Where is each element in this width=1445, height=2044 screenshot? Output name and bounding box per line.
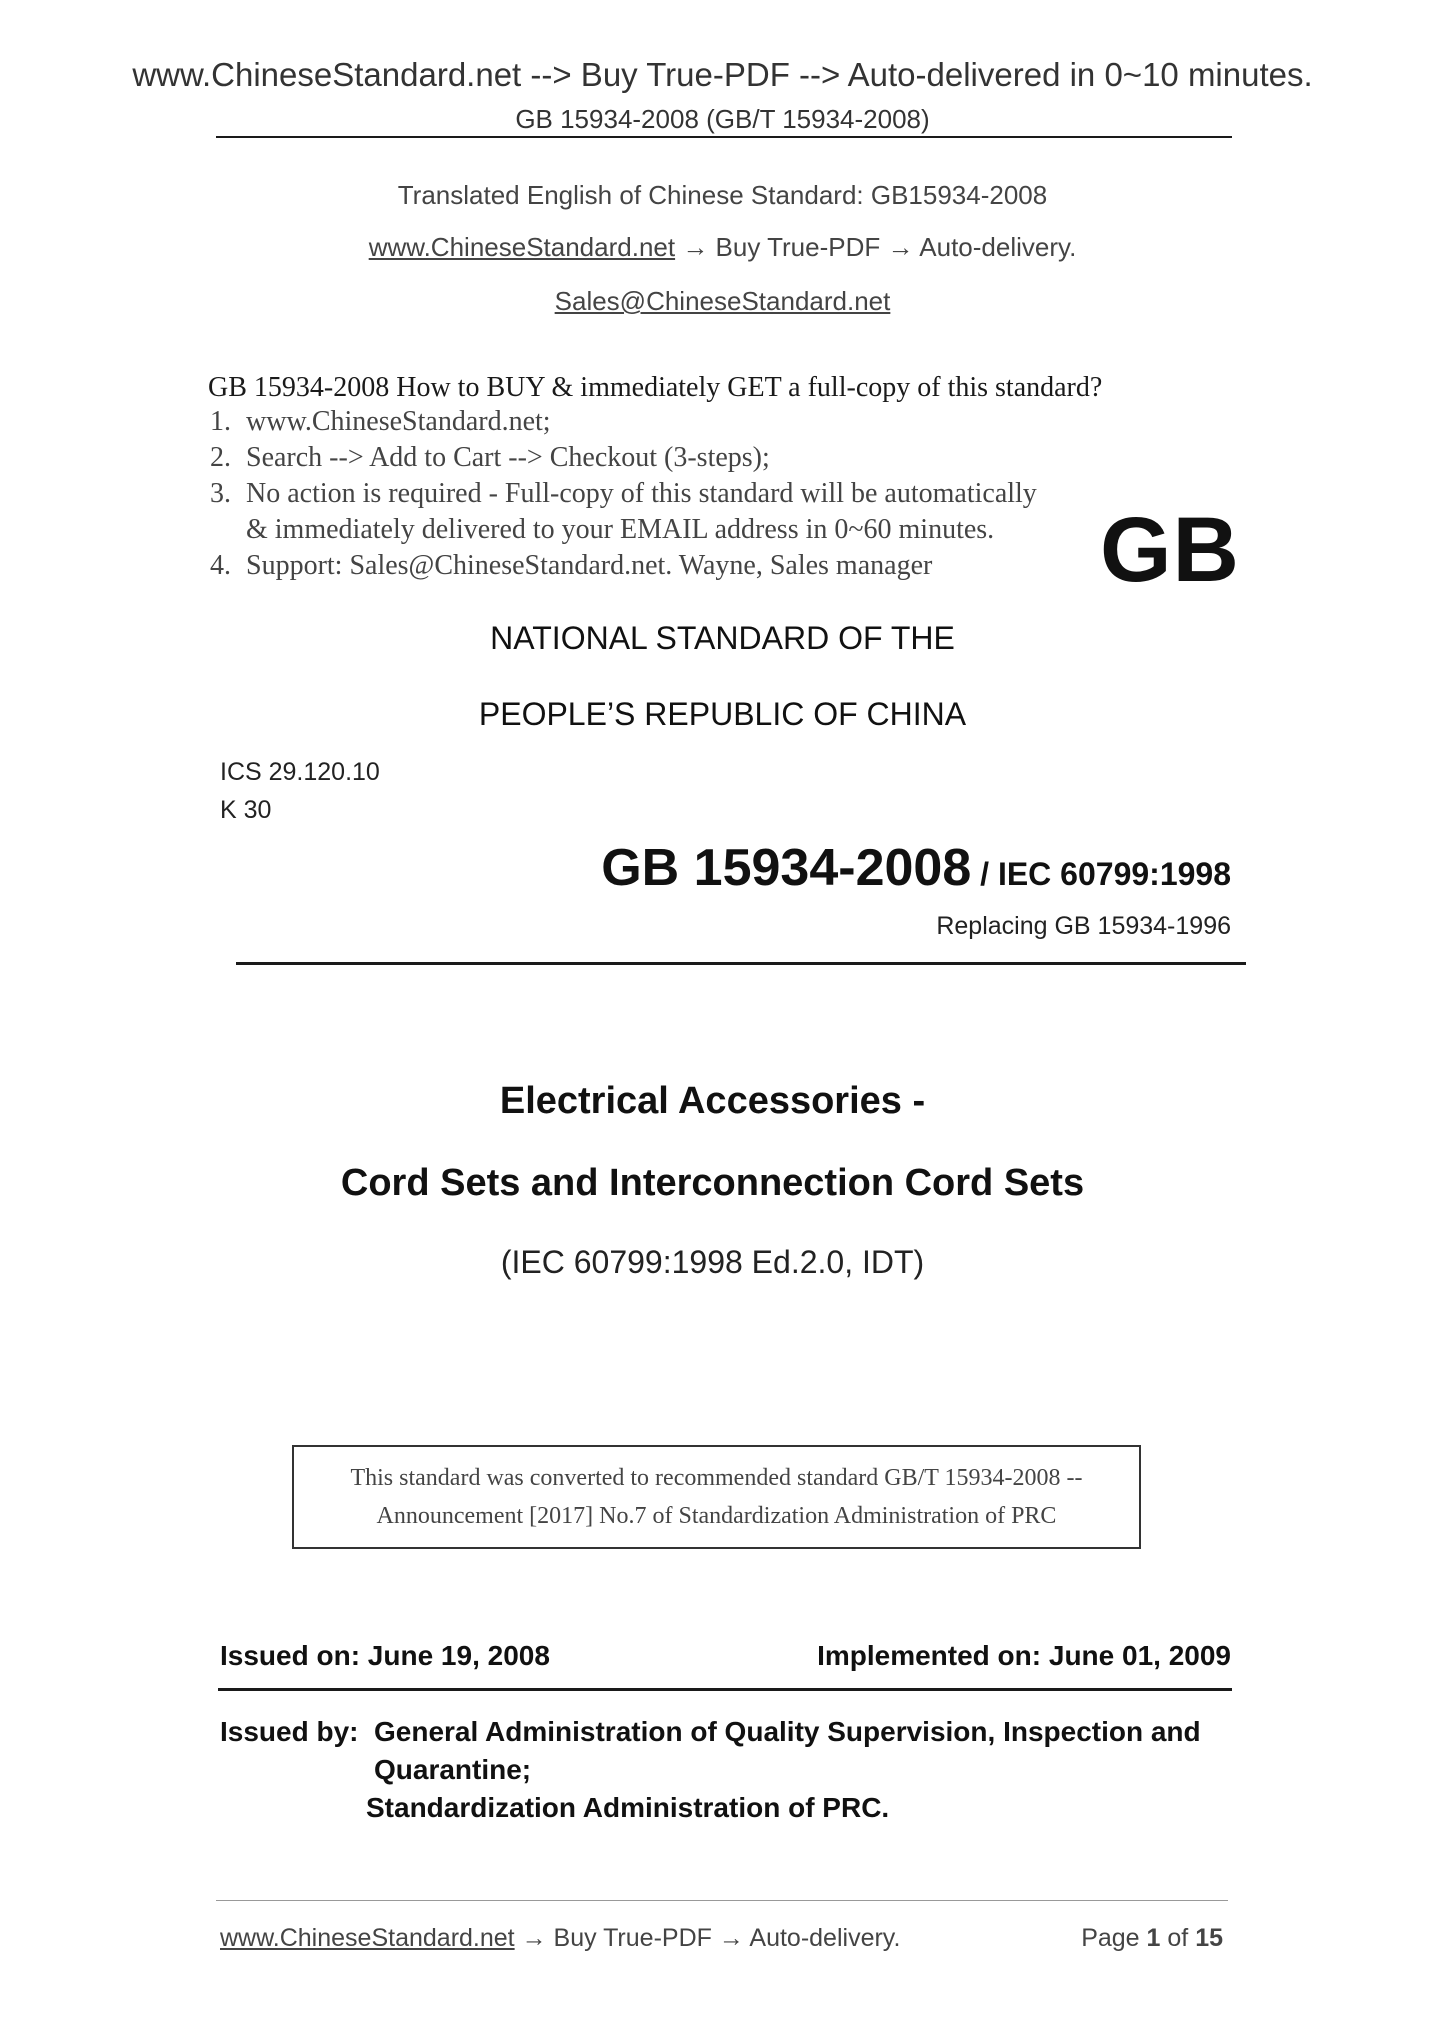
notice-line1: This standard was converted to recommended standard GB/T 15934-2008 -- — [350, 1465, 1083, 1491]
header-rule — [216, 136, 1232, 138]
page-total: 15 — [1195, 1924, 1223, 1952]
document-code-header: GB 15934-2008 (GB/T 15934-2008) — [515, 104, 930, 134]
list-number: 1. — [210, 406, 231, 437]
dates-rule — [218, 1688, 1232, 1691]
site-link[interactable]: www.ChineseStandard.net — [368, 232, 676, 262]
list-item — [210, 440, 1090, 476]
list-number: 2. — [210, 442, 231, 473]
conversion-notice — [292, 1445, 1141, 1549]
page-of: of — [1160, 1924, 1196, 1952]
equivalence-note: (IEC 60799:1998 Ed.2.0, IDT) — [500, 1244, 925, 1280]
issued-date: Issued on: June 19, 2008 — [220, 1640, 550, 1671]
footer-site-link[interactable]: www.ChineseStandard.net — [220, 1924, 515, 1952]
implemented-date: Implemented on: June 01, 2009 — [817, 1640, 1231, 1671]
howto-list — [210, 404, 1090, 584]
list-text: No action is required - Full-copy of this standard will be automatically & immediately delivered to your EMAIL address in 0~60 minutes. — [246, 478, 1037, 545]
issuer-line1: General Administration of Quality Supervision, Inspection and — [374, 1716, 1201, 1747]
national-standard-line1: NATIONAL STANDARD OF THE — [490, 620, 955, 656]
list-text: www.ChineseStandard.net; — [246, 406, 551, 437]
list-item — [210, 548, 1090, 584]
national-standard-line2: PEOPLE’S REPUBLIC OF CHINA — [478, 696, 967, 732]
list-text: Support: Sales@ChineseStandard.net. Wayne, Sales manager — [246, 550, 933, 581]
issuer-line3: Standardization Administration of PRC. — [366, 1792, 890, 1823]
replacing-note: Replacing GB 15934-1996 — [936, 912, 1231, 940]
issuer-line2: Quarantine; — [374, 1754, 532, 1785]
gb-number: GB 15934-2008 — [601, 839, 972, 897]
list-item — [210, 404, 1090, 440]
top-banner: www.ChineseStandard.net --> Buy True-PDF --> Auto-delivered in 0~10 minutes. — [132, 56, 1313, 93]
list-number: 4. — [210, 550, 231, 581]
translation-line: Translated English of Chinese Standard: GB15934-2008 — [397, 180, 1048, 210]
standard-number — [601, 838, 1231, 898]
list-number: 3. — [210, 478, 231, 509]
footer-purchase-info: → Buy True-PDF → Auto-delivery. — [514, 1924, 901, 1952]
notice-line2: Announcement [2017] No.7 of Standardization Administration of PRC — [376, 1503, 1057, 1529]
ics-code: ICS 29.120.10 — [220, 758, 380, 786]
title-line2: Cord Sets and Interconnection Cord Sets — [340, 1162, 1085, 1204]
page-current: 1 — [1146, 1924, 1161, 1952]
footer-links — [220, 1924, 900, 1953]
translation-link-line — [0, 232, 1445, 263]
page-indicator — [1081, 1924, 1223, 1953]
gb-logo: GB — [1100, 499, 1240, 601]
page-label: Page — [1081, 1924, 1147, 1952]
howto-title: GB 15934-2008 How to BUY & immediately GET a full-copy of this standard? — [208, 372, 1103, 403]
purchase-info: → Buy True-PDF → Auto-delivery. — [675, 232, 1077, 262]
list-item — [210, 476, 1090, 548]
issued-by-label: Issued by: — [220, 1716, 359, 1747]
sales-email-link[interactable]: Sales@ChineseStandard.net — [554, 286, 891, 316]
title-line1: Electrical Accessories - — [499, 1080, 926, 1122]
footer-rule — [216, 1900, 1228, 1901]
email-line — [0, 286, 1445, 317]
iec-number: IEC 60799:1998 — [997, 856, 1231, 892]
list-text: Search --> Add to Cart --> Checkout (3-steps); — [246, 442, 770, 473]
title-rule — [236, 962, 1246, 965]
ccs-code: K 30 — [220, 796, 272, 824]
number-separator: / — [971, 856, 998, 892]
